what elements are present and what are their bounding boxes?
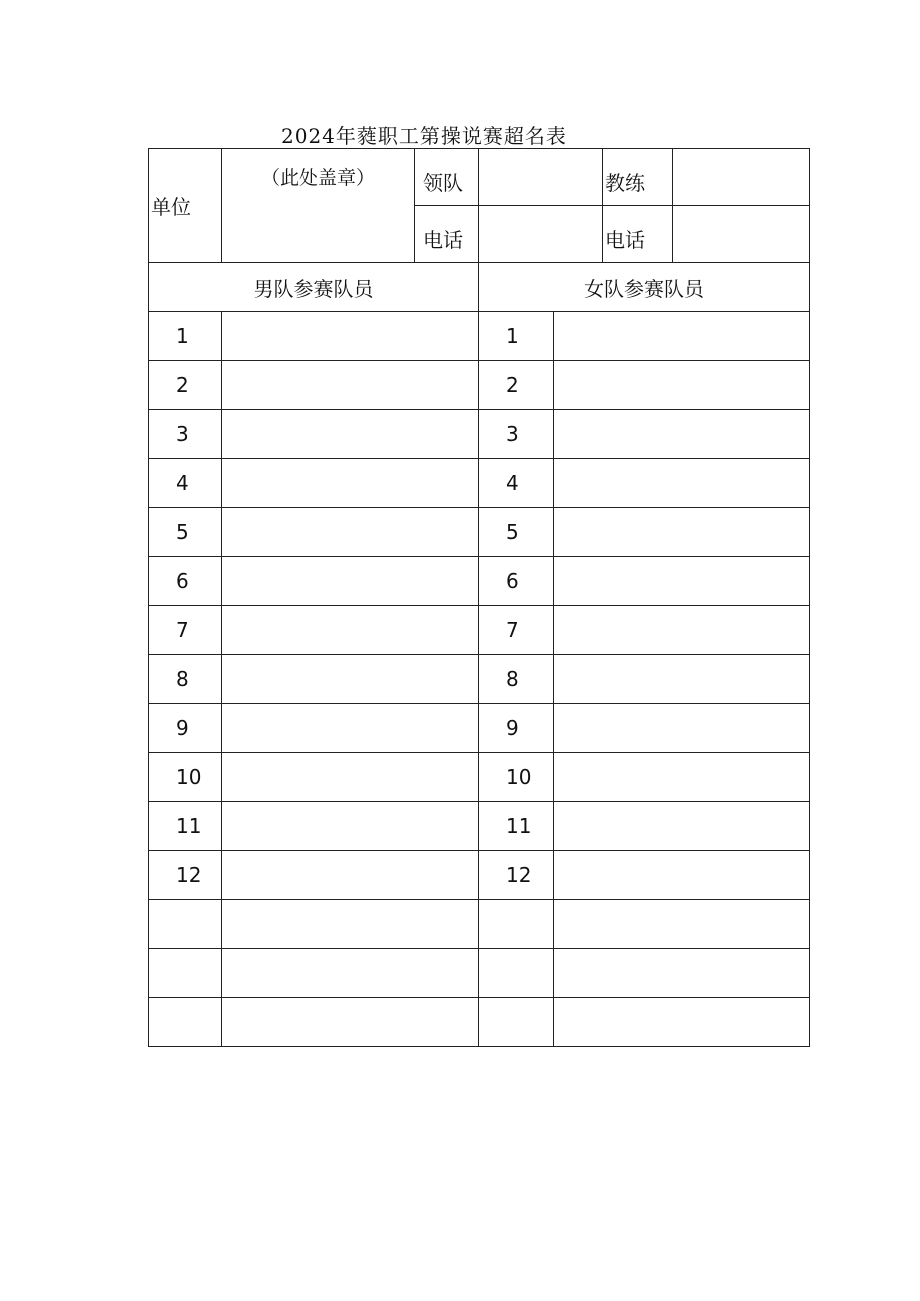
women-player-name-field[interactable] bbox=[554, 802, 810, 851]
women-player-number: 1 bbox=[479, 312, 554, 361]
men-player-number: 3 bbox=[149, 410, 222, 459]
men-player-name-field[interactable] bbox=[222, 557, 479, 606]
women-player-number: 7 bbox=[479, 606, 554, 655]
women-player-name-field[interactable] bbox=[554, 753, 810, 802]
coach-label: 教练 bbox=[603, 149, 673, 206]
women-player-name-field[interactable] bbox=[554, 851, 810, 900]
leader-phone-label: 电话 bbox=[415, 206, 479, 263]
coach-name-field[interactable] bbox=[673, 149, 810, 206]
table-row bbox=[149, 312, 810, 361]
women-player-number: 11 bbox=[479, 802, 554, 851]
men-player-number: 10 bbox=[149, 753, 222, 802]
women-player-name-field[interactable] bbox=[554, 900, 810, 949]
women-player-name-field[interactable] bbox=[554, 655, 810, 704]
women-player-name-field[interactable] bbox=[554, 606, 810, 655]
women-player-number: 4 bbox=[479, 459, 554, 508]
men-player-name-field[interactable] bbox=[222, 655, 479, 704]
men-player-number: 9 bbox=[149, 704, 222, 753]
men-player-number: 7 bbox=[149, 606, 222, 655]
women-player-number: 8 bbox=[479, 655, 554, 704]
table-row bbox=[149, 753, 810, 802]
men-player-name-field[interactable] bbox=[222, 851, 479, 900]
table-row bbox=[149, 361, 810, 410]
women-team-header: 女队参赛队员 bbox=[479, 263, 810, 312]
coach-phone-field[interactable] bbox=[673, 206, 810, 263]
women-player-number bbox=[479, 900, 554, 949]
leader-phone-field[interactable] bbox=[479, 206, 603, 263]
men-player-name-field[interactable] bbox=[222, 312, 479, 361]
table-row bbox=[149, 949, 810, 998]
table-row bbox=[149, 704, 810, 753]
men-player-number bbox=[149, 998, 222, 1047]
women-player-name-field[interactable] bbox=[554, 557, 810, 606]
men-player-name-field[interactable] bbox=[222, 459, 479, 508]
form-title: 2024年蕤职工第操说赛超名表 bbox=[281, 124, 567, 148]
women-player-name-field[interactable] bbox=[554, 459, 810, 508]
stamp-note: （此处盖章） bbox=[222, 149, 415, 263]
leader-label: 领队 bbox=[415, 149, 479, 206]
women-player-number: 10 bbox=[479, 753, 554, 802]
men-player-number: 8 bbox=[149, 655, 222, 704]
women-player-name-field[interactable] bbox=[554, 410, 810, 459]
men-player-name-field[interactable] bbox=[222, 508, 479, 557]
women-player-number: 6 bbox=[479, 557, 554, 606]
men-player-number bbox=[149, 900, 222, 949]
leader-name-field[interactable] bbox=[479, 149, 603, 206]
men-player-number bbox=[149, 949, 222, 998]
men-player-number: 11 bbox=[149, 802, 222, 851]
table-row bbox=[149, 508, 810, 557]
men-team-header: 男队参赛队员 bbox=[149, 263, 479, 312]
registration-table bbox=[148, 148, 810, 1047]
table-row bbox=[149, 998, 810, 1047]
women-player-name-field[interactable] bbox=[554, 508, 810, 557]
women-player-name-field[interactable] bbox=[554, 704, 810, 753]
men-player-name-field[interactable] bbox=[222, 802, 479, 851]
men-player-number: 5 bbox=[149, 508, 222, 557]
table-row bbox=[149, 655, 810, 704]
women-player-number: 9 bbox=[479, 704, 554, 753]
women-player-name-field[interactable] bbox=[554, 949, 810, 998]
women-player-number: 3 bbox=[479, 410, 554, 459]
men-player-number: 1 bbox=[149, 312, 222, 361]
women-player-name-field[interactable] bbox=[554, 312, 810, 361]
men-player-name-field[interactable] bbox=[222, 949, 479, 998]
table-row bbox=[149, 802, 810, 851]
table-row bbox=[149, 459, 810, 508]
women-player-name-field[interactable] bbox=[554, 361, 810, 410]
women-player-number: 12 bbox=[479, 851, 554, 900]
table-row bbox=[149, 900, 810, 949]
men-player-name-field[interactable] bbox=[222, 900, 479, 949]
unit-label: 单位 bbox=[149, 149, 222, 263]
men-player-name-field[interactable] bbox=[222, 998, 479, 1047]
men-player-name-field[interactable] bbox=[222, 753, 479, 802]
coach-phone-label: 电话 bbox=[603, 206, 673, 263]
table-row bbox=[149, 851, 810, 900]
women-player-number: 2 bbox=[479, 361, 554, 410]
women-player-name-field[interactable] bbox=[554, 998, 810, 1047]
men-player-name-field[interactable] bbox=[222, 410, 479, 459]
women-player-number bbox=[479, 998, 554, 1047]
men-player-name-field[interactable] bbox=[222, 606, 479, 655]
men-player-number: 4 bbox=[149, 459, 222, 508]
men-player-number: 6 bbox=[149, 557, 222, 606]
women-player-number bbox=[479, 949, 554, 998]
men-player-number: 2 bbox=[149, 361, 222, 410]
table-row bbox=[149, 606, 810, 655]
women-player-number: 5 bbox=[479, 508, 554, 557]
men-player-name-field[interactable] bbox=[222, 361, 479, 410]
men-player-number: 12 bbox=[149, 851, 222, 900]
men-player-name-field[interactable] bbox=[222, 704, 479, 753]
table-row bbox=[149, 410, 810, 459]
table-row bbox=[149, 557, 810, 606]
